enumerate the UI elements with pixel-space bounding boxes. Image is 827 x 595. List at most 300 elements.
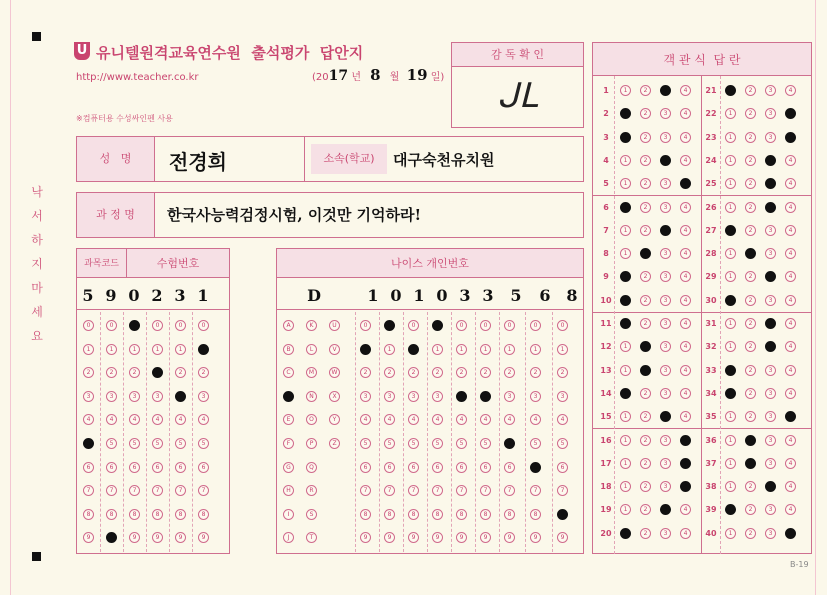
answer-bubble[interactable]: 1 xyxy=(725,225,736,236)
exam-bubble[interactable]: 7 xyxy=(175,485,186,496)
exam-bubble[interactable]: 3 xyxy=(129,391,140,402)
answer-bubble[interactable]: 2 xyxy=(640,132,651,143)
answer-bubble[interactable]: 4 xyxy=(680,504,691,515)
answer-bubble[interactable]: 4 xyxy=(680,295,691,306)
answer-bubble[interactable]: 3 xyxy=(660,295,671,306)
answer-bubble[interactable]: 1 xyxy=(725,458,736,469)
nice-digit-bubble[interactable]: 4 xyxy=(408,414,419,425)
exam-bubble[interactable]: 8 xyxy=(198,509,209,520)
exam-bubble[interactable]: 4 xyxy=(106,414,117,425)
exam-bubble[interactable]: 7 xyxy=(198,485,209,496)
answer-bubble[interactable]: 3 xyxy=(765,85,776,96)
answer-bubble[interactable]: 3 xyxy=(765,155,776,166)
answer-bubble[interactable]: 1 xyxy=(725,108,736,119)
nice-digit-bubble[interactable]: 8 xyxy=(360,509,371,520)
answer-bubble[interactable]: 1 xyxy=(725,248,736,259)
answer-bubble[interactable]: 2 xyxy=(745,132,756,143)
nice-digit-bubble[interactable]: 8 xyxy=(557,509,568,520)
answer-bubble[interactable]: 2 xyxy=(745,225,756,236)
answer-bubble[interactable]: 4 xyxy=(680,248,691,259)
answer-bubble[interactable]: 3 xyxy=(660,155,671,166)
exam-bubble[interactable]: 1 xyxy=(83,344,94,355)
answer-bubble[interactable]: 1 xyxy=(620,271,631,282)
nice-digit-bubble[interactable]: 5 xyxy=(408,438,419,449)
nice-digit-bubble[interactable]: 3 xyxy=(408,391,419,402)
nice-digit-bubble[interactable]: 5 xyxy=(480,438,491,449)
nice-letter-bubble[interactable]: D xyxy=(283,391,294,402)
nice-digit-bubble[interactable]: 9 xyxy=(384,532,395,543)
nice-digit-bubble[interactable]: 9 xyxy=(432,532,443,543)
answer-bubble[interactable]: 4 xyxy=(785,528,796,539)
exam-bubble[interactable]: 5 xyxy=(129,438,140,449)
answer-bubble[interactable]: 2 xyxy=(745,178,756,189)
nice-digit-bubble[interactable]: 6 xyxy=(432,462,443,473)
answer-bubble[interactable]: 2 xyxy=(640,225,651,236)
nice-digit-bubble[interactable]: 5 xyxy=(530,438,541,449)
answer-bubble[interactable]: 2 xyxy=(640,411,651,422)
answer-bubble[interactable]: 2 xyxy=(745,435,756,446)
nice-digit-bubble[interactable]: 7 xyxy=(384,485,395,496)
answer-bubble[interactable]: 1 xyxy=(620,108,631,119)
nice-digit-bubble[interactable]: 8 xyxy=(432,509,443,520)
exam-bubble[interactable]: 5 xyxy=(152,438,163,449)
nice-digit-bubble[interactable]: 3 xyxy=(456,391,467,402)
answer-bubble[interactable]: 1 xyxy=(725,481,736,492)
answer-bubble[interactable]: 3 xyxy=(660,225,671,236)
exam-bubble[interactable]: 8 xyxy=(83,509,94,520)
answer-bubble[interactable]: 3 xyxy=(765,388,776,399)
nice-digit-bubble[interactable]: 2 xyxy=(360,367,371,378)
course-field[interactable]: 한국사능력검정시험, 이것만 기억하라! xyxy=(167,206,422,224)
exam-bubble[interactable]: 3 xyxy=(83,391,94,402)
answer-bubble[interactable]: 4 xyxy=(680,318,691,329)
nice-letter-bubble[interactable]: I xyxy=(283,509,294,520)
exam-bubble[interactable]: 1 xyxy=(198,344,209,355)
nice-letter-bubble[interactable]: E xyxy=(283,414,294,425)
answer-bubble[interactable]: 2 xyxy=(745,155,756,166)
nice-digit-bubble[interactable]: 2 xyxy=(456,367,467,378)
answer-bubble[interactable]: 2 xyxy=(745,271,756,282)
answer-bubble[interactable]: 2 xyxy=(640,108,651,119)
answer-bubble[interactable]: 3 xyxy=(660,388,671,399)
exam-bubble[interactable]: 3 xyxy=(106,391,117,402)
exam-bubble[interactable]: 4 xyxy=(129,414,140,425)
nice-digit-bubble[interactable]: 9 xyxy=(480,532,491,543)
nice-letter-bubble[interactable]: K xyxy=(306,320,317,331)
nice-digit-bubble[interactable]: 8 xyxy=(384,509,395,520)
nice-letter-bubble[interactable]: U xyxy=(329,320,340,331)
nice-digit-bubble[interactable]: 2 xyxy=(530,367,541,378)
answer-bubble[interactable]: 3 xyxy=(660,341,671,352)
nice-digit-bubble[interactable]: 7 xyxy=(360,485,371,496)
answer-bubble[interactable]: 1 xyxy=(620,435,631,446)
answer-bubble[interactable]: 2 xyxy=(640,178,651,189)
nice-digit-bubble[interactable]: 6 xyxy=(408,462,419,473)
answer-bubble[interactable]: 1 xyxy=(620,225,631,236)
nice-digit-bubble[interactable]: 1 xyxy=(456,344,467,355)
nice-digit-bubble[interactable]: 9 xyxy=(504,532,515,543)
nice-digit-bubble[interactable]: 1 xyxy=(432,344,443,355)
answer-bubble[interactable]: 3 xyxy=(765,318,776,329)
exam-bubble[interactable]: 1 xyxy=(106,344,117,355)
exam-bubble[interactable]: 5 xyxy=(83,438,94,449)
answer-bubble[interactable]: 2 xyxy=(745,528,756,539)
answer-bubble[interactable]: 2 xyxy=(640,155,651,166)
answer-bubble[interactable]: 2 xyxy=(640,318,651,329)
nice-digit-bubble[interactable]: 8 xyxy=(504,509,515,520)
answer-bubble[interactable]: 3 xyxy=(765,411,776,422)
nice-digit-bubble[interactable]: 1 xyxy=(360,344,371,355)
nice-digit-bubble[interactable]: 9 xyxy=(530,532,541,543)
answer-bubble[interactable]: 3 xyxy=(660,528,671,539)
answer-bubble[interactable]: 1 xyxy=(620,481,631,492)
nice-digit-bubble[interactable]: 6 xyxy=(480,462,491,473)
name-field[interactable]: 전경희 xyxy=(169,150,227,174)
answer-bubble[interactable]: 3 xyxy=(660,85,671,96)
answer-bubble[interactable]: 2 xyxy=(745,411,756,422)
answer-bubble[interactable]: 1 xyxy=(725,341,736,352)
answer-bubble[interactable]: 2 xyxy=(640,248,651,259)
nice-digit-bubble[interactable]: 1 xyxy=(504,344,515,355)
nice-digit-bubble[interactable]: 2 xyxy=(408,367,419,378)
answer-bubble[interactable]: 3 xyxy=(660,108,671,119)
answer-bubble[interactable]: 4 xyxy=(785,178,796,189)
exam-bubble[interactable]: 3 xyxy=(198,391,209,402)
affiliation-field[interactable]: 대구숙천유치원 xyxy=(393,151,495,169)
answer-bubble[interactable]: 4 xyxy=(680,155,691,166)
nice-digit-bubble[interactable]: 3 xyxy=(530,391,541,402)
nice-digit-bubble[interactable]: 1 xyxy=(557,344,568,355)
answer-bubble[interactable]: 2 xyxy=(745,108,756,119)
exam-bubble[interactable]: 6 xyxy=(198,462,209,473)
answer-bubble[interactable]: 3 xyxy=(660,178,671,189)
nice-digit-bubble[interactable]: 3 xyxy=(557,391,568,402)
nice-digit-bubble[interactable]: 8 xyxy=(456,509,467,520)
answer-bubble[interactable]: 2 xyxy=(745,504,756,515)
exam-bubble[interactable]: 4 xyxy=(152,414,163,425)
answer-bubble[interactable]: 1 xyxy=(620,504,631,515)
nice-digit-bubble[interactable]: 4 xyxy=(504,414,515,425)
exam-bubble[interactable]: 9 xyxy=(106,532,117,543)
exam-bubble[interactable]: 5 xyxy=(198,438,209,449)
nice-digit-bubble[interactable]: 5 xyxy=(557,438,568,449)
exam-bubble[interactable]: 2 xyxy=(106,367,117,378)
nice-digit-bubble[interactable]: 7 xyxy=(408,485,419,496)
nice-digit-bubble[interactable]: 0 xyxy=(456,320,467,331)
answer-bubble[interactable]: 2 xyxy=(640,202,651,213)
answer-bubble[interactable]: 4 xyxy=(785,271,796,282)
answer-bubble[interactable]: 1 xyxy=(620,388,631,399)
answer-bubble[interactable]: 2 xyxy=(640,388,651,399)
nice-digit-bubble[interactable]: 6 xyxy=(530,462,541,473)
nice-letter-bubble[interactable]: P xyxy=(306,438,317,449)
nice-digit-bubble[interactable]: 4 xyxy=(557,414,568,425)
exam-bubble[interactable]: 3 xyxy=(175,391,186,402)
answer-bubble[interactable]: 3 xyxy=(765,271,776,282)
answer-bubble[interactable]: 2 xyxy=(640,85,651,96)
answer-bubble[interactable]: 1 xyxy=(620,318,631,329)
answer-bubble[interactable]: 4 xyxy=(680,458,691,469)
answer-bubble[interactable]: 1 xyxy=(620,178,631,189)
answer-bubble[interactable]: 4 xyxy=(785,435,796,446)
nice-digit-bubble[interactable]: 4 xyxy=(456,414,467,425)
answer-bubble[interactable]: 3 xyxy=(765,528,776,539)
nice-digit-bubble[interactable]: 5 xyxy=(504,438,515,449)
answer-bubble[interactable]: 1 xyxy=(725,295,736,306)
nice-digit-bubble[interactable]: 2 xyxy=(504,367,515,378)
answer-bubble[interactable]: 2 xyxy=(640,295,651,306)
answer-bubble[interactable]: 1 xyxy=(620,458,631,469)
exam-bubble[interactable]: 5 xyxy=(175,438,186,449)
exam-bubble[interactable]: 4 xyxy=(198,414,209,425)
answer-bubble[interactable]: 4 xyxy=(680,341,691,352)
nice-digit-bubble[interactable]: 4 xyxy=(360,414,371,425)
answer-bubble[interactable]: 3 xyxy=(765,248,776,259)
nice-digit-bubble[interactable]: 0 xyxy=(504,320,515,331)
nice-digit-bubble[interactable]: 4 xyxy=(432,414,443,425)
nice-digit-bubble[interactable]: 5 xyxy=(384,438,395,449)
answer-bubble[interactable]: 4 xyxy=(785,132,796,143)
answer-bubble[interactable]: 3 xyxy=(660,504,671,515)
answer-bubble[interactable]: 4 xyxy=(785,155,796,166)
answer-bubble[interactable]: 4 xyxy=(785,458,796,469)
answer-bubble[interactable]: 2 xyxy=(640,504,651,515)
nice-digit-bubble[interactable]: 6 xyxy=(557,462,568,473)
answer-bubble[interactable]: 4 xyxy=(680,132,691,143)
answer-bubble[interactable]: 4 xyxy=(680,411,691,422)
nice-digit-bubble[interactable]: 9 xyxy=(557,532,568,543)
answer-bubble[interactable]: 1 xyxy=(725,528,736,539)
answer-bubble[interactable]: 4 xyxy=(680,108,691,119)
answer-bubble[interactable]: 3 xyxy=(765,341,776,352)
nice-digit-bubble[interactable]: 1 xyxy=(480,344,491,355)
nice-digit-bubble[interactable]: 7 xyxy=(480,485,491,496)
answer-bubble[interactable]: 1 xyxy=(725,318,736,329)
answer-bubble[interactable]: 4 xyxy=(680,178,691,189)
answer-bubble[interactable]: 3 xyxy=(765,202,776,213)
answer-bubble[interactable]: 1 xyxy=(725,504,736,515)
nice-digit-bubble[interactable]: 6 xyxy=(456,462,467,473)
answer-bubble[interactable]: 4 xyxy=(785,388,796,399)
answer-bubble[interactable]: 4 xyxy=(680,388,691,399)
nice-digit-bubble[interactable]: 7 xyxy=(557,485,568,496)
exam-bubble[interactable]: 0 xyxy=(106,320,117,331)
answer-bubble[interactable]: 1 xyxy=(620,85,631,96)
nice-digit-bubble[interactable]: 5 xyxy=(456,438,467,449)
exam-bubble[interactable]: 0 xyxy=(175,320,186,331)
answer-bubble[interactable]: 2 xyxy=(745,202,756,213)
exam-bubble[interactable]: 1 xyxy=(175,344,186,355)
exam-bubble[interactable]: 9 xyxy=(83,532,94,543)
nice-digit-bubble[interactable]: 7 xyxy=(432,485,443,496)
answer-bubble[interactable]: 3 xyxy=(660,365,671,376)
answer-bubble[interactable]: 4 xyxy=(680,225,691,236)
answer-bubble[interactable]: 4 xyxy=(785,341,796,352)
exam-bubble[interactable]: 9 xyxy=(198,532,209,543)
answer-bubble[interactable]: 2 xyxy=(745,341,756,352)
nice-digit-bubble[interactable]: 4 xyxy=(480,414,491,425)
nice-digit-bubble[interactable]: 6 xyxy=(384,462,395,473)
answer-bubble[interactable]: 3 xyxy=(765,178,776,189)
nice-digit-bubble[interactable]: 0 xyxy=(530,320,541,331)
answer-bubble[interactable]: 4 xyxy=(680,435,691,446)
answer-bubble[interactable]: 3 xyxy=(660,202,671,213)
nice-digit-bubble[interactable]: 9 xyxy=(456,532,467,543)
exam-bubble[interactable]: 9 xyxy=(129,532,140,543)
exam-bubble[interactable]: 2 xyxy=(198,367,209,378)
exam-bubble[interactable]: 0 xyxy=(198,320,209,331)
answer-bubble[interactable]: 3 xyxy=(765,108,776,119)
answer-bubble[interactable]: 2 xyxy=(745,248,756,259)
nice-digit-bubble[interactable]: 2 xyxy=(557,367,568,378)
nice-letter-bubble[interactable]: Q xyxy=(306,462,317,473)
nice-digit-bubble[interactable]: 2 xyxy=(384,367,395,378)
answer-bubble[interactable]: 4 xyxy=(785,248,796,259)
answer-bubble[interactable]: 4 xyxy=(785,411,796,422)
exam-bubble[interactable]: 7 xyxy=(106,485,117,496)
exam-bubble[interactable]: 9 xyxy=(175,532,186,543)
exam-bubble[interactable]: 1 xyxy=(129,344,140,355)
nice-digit-bubble[interactable]: 6 xyxy=(360,462,371,473)
nice-digit-bubble[interactable]: 0 xyxy=(557,320,568,331)
nice-letter-bubble[interactable]: B xyxy=(283,344,294,355)
nice-letter-bubble[interactable]: Z xyxy=(329,438,340,449)
exam-bubble[interactable]: 8 xyxy=(152,509,163,520)
answer-bubble[interactable]: 2 xyxy=(745,295,756,306)
exam-bubble[interactable]: 4 xyxy=(175,414,186,425)
nice-digit-bubble[interactable]: 3 xyxy=(504,391,515,402)
answer-bubble[interactable]: 4 xyxy=(785,318,796,329)
answer-bubble[interactable]: 3 xyxy=(660,458,671,469)
answer-bubble[interactable]: 4 xyxy=(785,85,796,96)
exam-bubble[interactable]: 8 xyxy=(175,509,186,520)
answer-bubble[interactable]: 4 xyxy=(785,504,796,515)
nice-letter-bubble[interactable]: T xyxy=(306,532,317,543)
nice-digit-bubble[interactable]: 3 xyxy=(432,391,443,402)
nice-digit-bubble[interactable]: 9 xyxy=(360,532,371,543)
exam-bubble[interactable]: 3 xyxy=(152,391,163,402)
nice-digit-bubble[interactable]: 1 xyxy=(384,344,395,355)
nice-digit-bubble[interactable]: 0 xyxy=(360,320,371,331)
nice-digit-bubble[interactable]: 0 xyxy=(384,320,395,331)
answer-bubble[interactable]: 2 xyxy=(640,528,651,539)
answer-bubble[interactable]: 4 xyxy=(785,202,796,213)
nice-digit-bubble[interactable]: 7 xyxy=(530,485,541,496)
answer-bubble[interactable]: 1 xyxy=(620,341,631,352)
answer-bubble[interactable]: 4 xyxy=(785,295,796,306)
answer-bubble[interactable]: 1 xyxy=(725,271,736,282)
answer-bubble[interactable]: 1 xyxy=(620,528,631,539)
nice-letter-bubble[interactable]: A xyxy=(283,320,294,331)
nice-digit-bubble[interactable]: 5 xyxy=(360,438,371,449)
answer-bubble[interactable]: 3 xyxy=(660,248,671,259)
nice-letter-bubble[interactable]: R xyxy=(306,485,317,496)
answer-bubble[interactable]: 2 xyxy=(640,458,651,469)
answer-bubble[interactable]: 1 xyxy=(725,132,736,143)
answer-bubble[interactable]: 3 xyxy=(660,132,671,143)
nice-letter-bubble[interactable]: N xyxy=(306,391,317,402)
answer-bubble[interactable]: 3 xyxy=(765,295,776,306)
answer-bubble[interactable]: 2 xyxy=(640,271,651,282)
answer-bubble[interactable]: 1 xyxy=(620,202,631,213)
nice-digit-bubble[interactable]: 9 xyxy=(408,532,419,543)
nice-letter-bubble[interactable]: V xyxy=(329,344,340,355)
exam-bubble[interactable]: 0 xyxy=(152,320,163,331)
nice-letter-bubble[interactable]: G xyxy=(283,462,294,473)
exam-bubble[interactable]: 6 xyxy=(175,462,186,473)
exam-bubble[interactable]: 1 xyxy=(152,344,163,355)
nice-digit-bubble[interactable]: 1 xyxy=(408,344,419,355)
answer-bubble[interactable]: 1 xyxy=(620,365,631,376)
exam-bubble[interactable]: 2 xyxy=(152,367,163,378)
nice-letter-bubble[interactable]: W xyxy=(329,367,340,378)
answer-bubble[interactable]: 4 xyxy=(680,528,691,539)
nice-letter-bubble[interactable]: S xyxy=(306,509,317,520)
answer-bubble[interactable]: 4 xyxy=(785,365,796,376)
answer-bubble[interactable]: 1 xyxy=(620,132,631,143)
answer-bubble[interactable]: 2 xyxy=(745,365,756,376)
exam-bubble[interactable]: 2 xyxy=(129,367,140,378)
exam-bubble[interactable]: 6 xyxy=(83,462,94,473)
answer-bubble[interactable]: 1 xyxy=(725,411,736,422)
exam-bubble[interactable]: 8 xyxy=(129,509,140,520)
exam-bubble[interactable]: 6 xyxy=(106,462,117,473)
nice-digit-bubble[interactable]: 8 xyxy=(480,509,491,520)
answer-bubble[interactable]: 3 xyxy=(765,481,776,492)
nice-letter-bubble[interactable]: M xyxy=(306,367,317,378)
nice-digit-bubble[interactable]: 0 xyxy=(480,320,491,331)
exam-bubble[interactable]: 5 xyxy=(106,438,117,449)
nice-letter-bubble[interactable]: F xyxy=(283,438,294,449)
nice-digit-bubble[interactable]: 0 xyxy=(408,320,419,331)
nice-digit-bubble[interactable]: 8 xyxy=(530,509,541,520)
answer-bubble[interactable]: 2 xyxy=(745,388,756,399)
answer-bubble[interactable]: 3 xyxy=(660,271,671,282)
answer-bubble[interactable]: 4 xyxy=(680,481,691,492)
exam-bubble[interactable]: 2 xyxy=(175,367,186,378)
exam-bubble[interactable]: 8 xyxy=(106,509,117,520)
answer-bubble[interactable]: 2 xyxy=(745,85,756,96)
nice-digit-bubble[interactable]: 1 xyxy=(530,344,541,355)
exam-bubble[interactable]: 0 xyxy=(129,320,140,331)
answer-bubble[interactable]: 2 xyxy=(640,435,651,446)
answer-bubble[interactable]: 3 xyxy=(765,365,776,376)
exam-bubble[interactable]: 4 xyxy=(83,414,94,425)
exam-bubble[interactable]: 9 xyxy=(152,532,163,543)
answer-bubble[interactable]: 1 xyxy=(725,155,736,166)
nice-digit-bubble[interactable]: 8 xyxy=(408,509,419,520)
answer-bubble[interactable]: 4 xyxy=(680,271,691,282)
answer-bubble[interactable]: 1 xyxy=(725,388,736,399)
nice-digit-bubble[interactable]: 3 xyxy=(384,391,395,402)
answer-bubble[interactable]: 3 xyxy=(660,318,671,329)
answer-bubble[interactable]: 4 xyxy=(785,108,796,119)
answer-bubble[interactable]: 1 xyxy=(620,248,631,259)
nice-digit-bubble[interactable]: 5 xyxy=(432,438,443,449)
answer-bubble[interactable]: 2 xyxy=(745,318,756,329)
answer-bubble[interactable]: 3 xyxy=(765,458,776,469)
answer-bubble[interactable]: 3 xyxy=(660,481,671,492)
nice-digit-bubble[interactable]: 0 xyxy=(432,320,443,331)
answer-bubble[interactable]: 2 xyxy=(745,458,756,469)
nice-digit-bubble[interactable]: 2 xyxy=(480,367,491,378)
answer-bubble[interactable]: 3 xyxy=(765,504,776,515)
exam-bubble[interactable]: 2 xyxy=(83,367,94,378)
nice-letter-bubble[interactable]: L xyxy=(306,344,317,355)
nice-digit-bubble[interactable]: 3 xyxy=(360,391,371,402)
answer-bubble[interactable]: 3 xyxy=(765,132,776,143)
exam-bubble[interactable]: 0 xyxy=(83,320,94,331)
